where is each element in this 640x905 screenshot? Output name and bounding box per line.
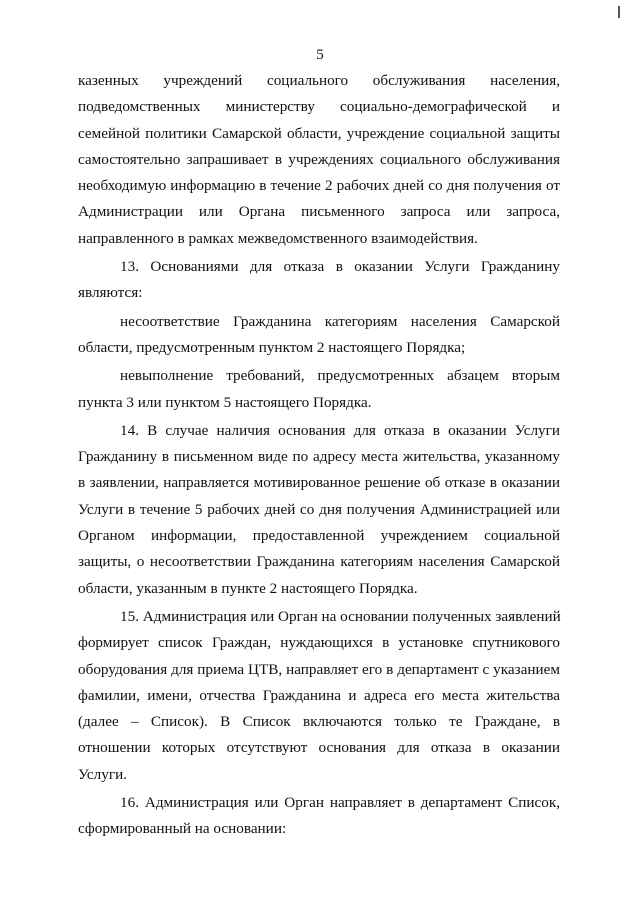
text-line: несоответствие Гражданина категориям населения Самарской xyxy=(120,312,560,330)
text-line: сформированный на основании: xyxy=(78,820,287,838)
text-line: подведомственных министерству социально-демографической и xyxy=(78,98,560,116)
text-line: области, указанным в пункте 2 настоящего Порядка. xyxy=(78,579,418,597)
text-line: Гражданину в письменном виде по адресу места жительства, указанному xyxy=(78,448,560,466)
document-body xyxy=(78,68,560,843)
text-line: самостоятельно запрашивает в учреждениях социального обслуживания xyxy=(78,150,560,168)
text-line: 16. Администрация или Орган направляет в департамент Список, xyxy=(120,794,560,812)
text-line: области, предусмотренным пунктом 2 настоящего Порядка; xyxy=(78,338,466,356)
page-number: 5 xyxy=(316,47,324,63)
text-line: Администрации или Органа письменного запроса или запроса, xyxy=(78,203,560,221)
text-line: семейной политики Самарской области, учреждение социальной защиты xyxy=(78,124,560,142)
text-line: Органом информации, предоставленной учреждением социальной xyxy=(78,527,560,545)
text-line: оборудования для приема ЦТВ, направляет его в департамент с указанием xyxy=(78,660,560,678)
text-line: направленного в рамках межведомственного взаимодействия. xyxy=(78,229,478,247)
text-line: необходимую информацию в течение 2 рабочих дней со дня получения от xyxy=(78,177,560,195)
text-line: защиты, о несоответствии Гражданина категориям населения Самарской xyxy=(78,553,560,571)
text-line: в заявлении, направляется мотивированное решение об отказе в оказании xyxy=(78,474,560,492)
text-line: 14. В случае наличия основания для отказа в оказании Услуги xyxy=(120,421,560,439)
scan-edge-mark xyxy=(618,6,620,18)
text-line: отношении которых отсутствуют основания для отказа в оказании xyxy=(78,739,560,757)
text-line: невыполнение требований, предусмотренных абзацем вторым xyxy=(120,367,560,385)
text-line: фамилии, имени, отчества Гражданина и адреса его места жительства xyxy=(78,686,560,704)
text-line: формирует список Граждан, нуждающихся в установке спутникового xyxy=(78,634,560,652)
text-line: 13. Основаниями для отказа в оказании Услуги Гражданину xyxy=(120,258,560,276)
text-line: (далее – Список). В Список включаются только те Граждане, в xyxy=(78,713,560,731)
text-line: пункта 3 или пунктом 5 настоящего Порядка. xyxy=(78,393,372,411)
text-line: 15. Администрация или Орган на основании полученных заявлений xyxy=(120,607,561,625)
text-line: казенных учреждений социального обслуживания населения, xyxy=(78,72,560,89)
text-line: Услуги. xyxy=(78,765,127,783)
text-line: Услуги в течение 5 рабочих дней со дня получения Администрацией или xyxy=(78,500,560,518)
text-line: являются: xyxy=(78,284,143,302)
